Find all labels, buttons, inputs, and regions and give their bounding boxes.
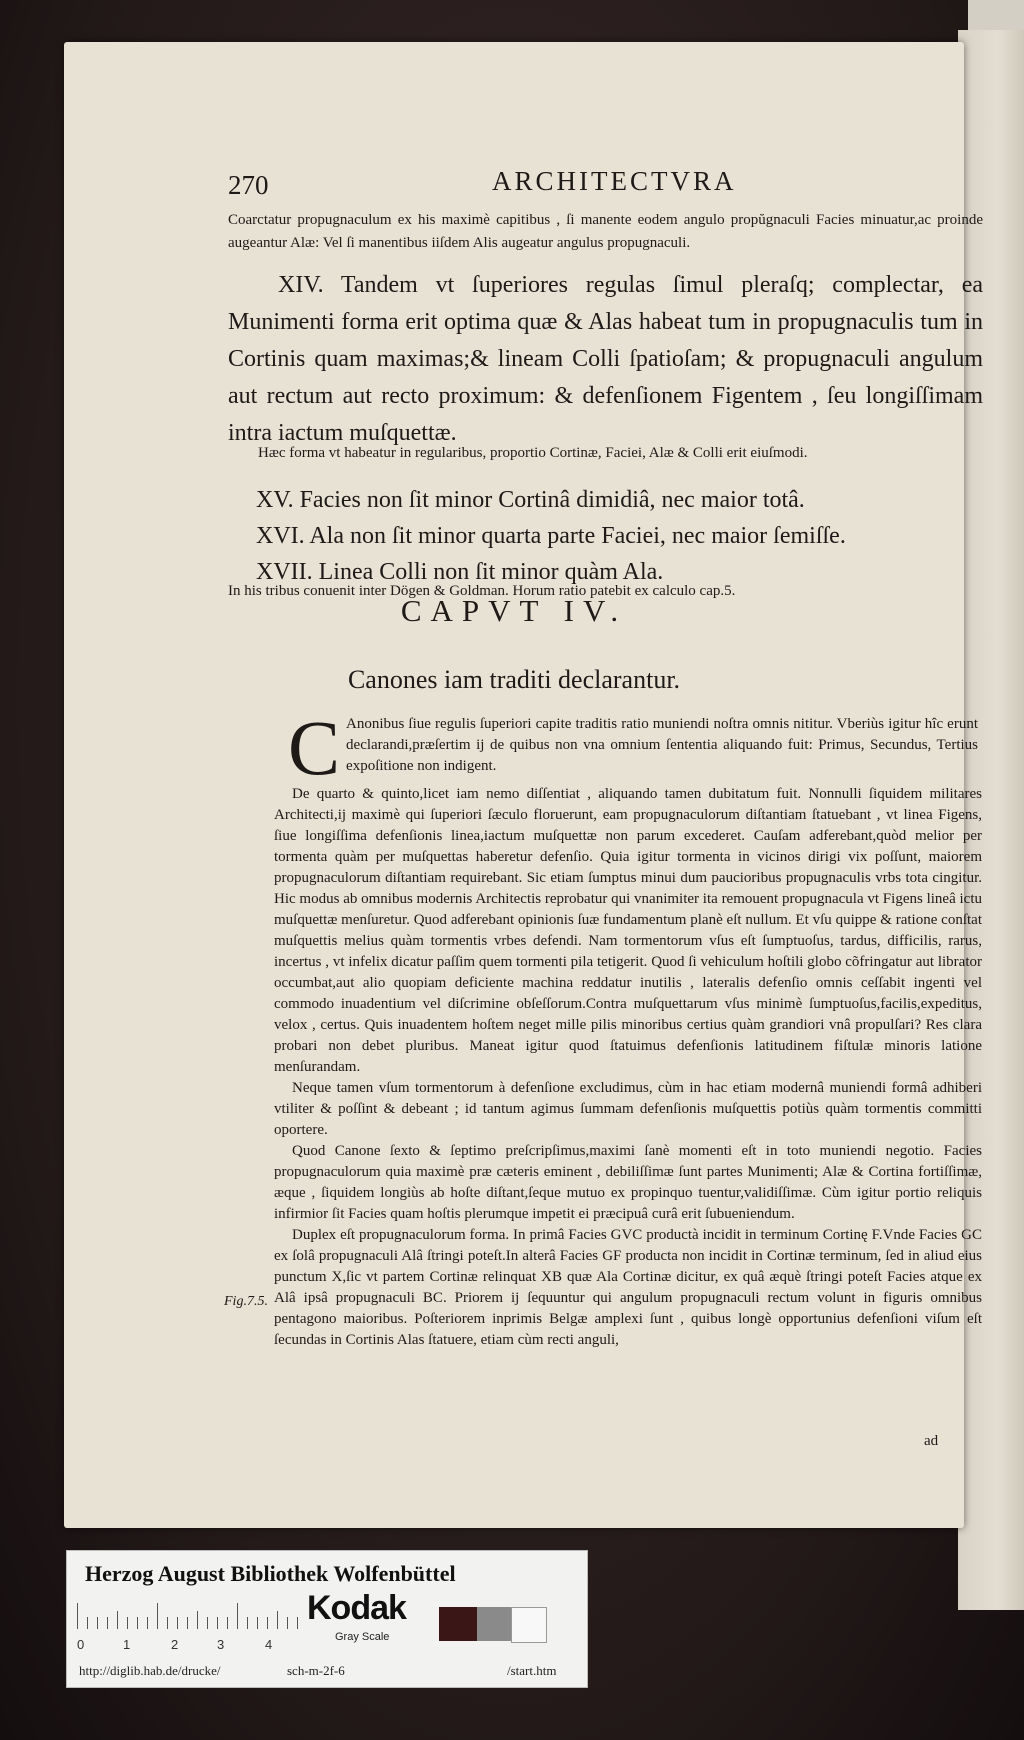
shelfmark: sch-m-2f-6 [287, 1663, 345, 1678]
paragraph-duplex-forma: Duplex eſt propugnaculorum forma. In primâ Facies GVC productà incidit in terminum Cortinę F.Vnde Facies GC ex ſolâ propugnaculi Alâ ſtringi poteſt.In alterâ Facies GF producta non incidit in Cortinæ terminum, ſed in aliud eius punctum X,ſic vt partem Cortinæ relinquat XB quæ Ala Cortinæ dicitur, ex quâ æquè ſtringi poteſt Facies atque ex Alâ ipsâ propugnaculi BC. Priorem ij ſequuntur qui angulum propugnaculi rectum volunt in figuris omnibus pentagono maioribus. Poſteriorem inprimis Belgæ amplexi ſunt , quibus longè opportunius defenſioni viſum eſt ſecundas in Cortinis Alas ſtatuere, etiam cùm recti anguli, [274, 1227, 982, 1348]
paragraph-tormentorum: Neque tamen vſum tormentorum à defenſione excludimus, cùm in hac etiam modernâ muniendi formâ adhiberi vtiliter & poſſint & debeant ; id tantum agimus ſummam defenſionis muſquettis potiùs quàm tormentis committi oportere. [274, 1080, 982, 1138]
source-url: http://diglib.hab.de/drucke/ [79, 1663, 221, 1678]
paragraph-quarto-quinto: De quarto & quinto,licet iam nemo diſſentiat , aliquando tamen dubitatum fuit. Nonnulli ſiquidem militares Architecti,ij maximè qui ſuperiori ſæculo floruerunt, eam propugnaculorum diſtantiam ſtatuebant , vt linea Figens, ſiue longiſſima defenſionis linea,iactum muſquettæ non parum excederet. Cauſam adferebant,quòd melior per tormenta quàm per muſquettas haberetur defenſio. Quia igitur tormenta in vicinos dirigi vix poſſunt, maiorem propugnaculorum diſtantiam requirebant. Sic etiam ſumptus minui dum paucioribus propugnaculis vrbs tota cingitur. Hic modus ab omnibus modernis Architectis reprobatur qui vnanimiter ita remouent propugnacula vt Figens lineâ ictu muſquettæ menſuretur. Quod adferebant opinionis ſuæ fundamentum planè eſt nullum. Et vſu quippe & ratione conſtat muſquettis melius quàm tormentis vrbes defendi. Nam tormentorum vſus eſt ſumptuoſus, tardus, difficilis, rarus, incertus , vt infelix dicatur paſſim quem tormenti pila tetigerit. Quod ſi vehiculum hoſtili globo cõfringatur aut librator occumbat,aut alio quopiam deficiente machina reddatur inutilis , lateralis defenſio omnis ceſſabit ingenti vel commodo inuadentium vel diſcrimine obſeſſorum.Contra muſquettarum vſus minimè ſumptuoſus,facilis,expeditus, velox , certus. Quis inuadentem hoſtem neget mille pilis minoribus certius quàm grandiori vnâ propulſari? Res clara probari non debet pluribus. Maneat igitur quod ſtatuimus defenſionis latitudinem fiſtulæ minoris latione menſurandam. [274, 786, 982, 1075]
color-target-card [66, 1550, 588, 1688]
chapter-subtitle: Canones iam traditi declarantur. [347, 665, 681, 694]
opening-paragraph: Anonibus ſiue regulis ſuperiori capite traditis ratio muniendi noſtra omnis nititur. Vberiùs igitur hîc erunt declarandi,præſertim ij de quibus non vna omnium ſententia aliquando fuit: Primus, Secundus, Tertius expoſitione non indigent. [346, 716, 978, 774]
paragraph-sexto-septimo: Quod Canone ſexto & ſeptimo preſcripſimus,maximi ſanè momenti eſt in toto muniendi negotio. Facies propugnaculorum quia maximè præ cæteris eminent , debiliſſimæ ſunt partes Munimenti; Alæ & Cortina fortiſſimæ, æque , ſiquidem longiùs ab hoſte diſtant,ſeque mutuo ex propinquo tuentur,validiſſimæ. Cùm igitur portio reliquis infirmior ſit Facies quam hoſtis plerumque impetit ei præcipuâ curâ erit ſubueniendum. [274, 1143, 982, 1222]
gray-patch-white [511, 1607, 547, 1643]
rule-xiv: XIV. Tandem vt ſuperiores regulas ſimul pleraſq; complectar, ea Munimenti forma erit optima quæ & Alas habeat tum in propugnaculis tum in Cortinis quam maximas;& lineam Colli ſpatioſam; & propugnaculi angulum aut rectum aut recto proximum: & defenſionem Figentem , ſeu longiſſimam intra iactum muſquettæ. [228, 272, 983, 446]
drop-capital: C [288, 704, 341, 791]
scale-number-2: 2 [171, 1637, 179, 1652]
library-name: Herzog August Bibliothek Wolfenbüttel [85, 1561, 456, 1586]
gray-patch-mid [477, 1607, 511, 1641]
scale-number-4: 4 [265, 1637, 273, 1652]
scale-number-1: 1 [123, 1637, 131, 1652]
kodak-logo: Kodak [307, 1589, 406, 1627]
scale-number-0: 0 [77, 1637, 85, 1652]
start-path: /start.htm [507, 1663, 557, 1678]
rule-xv: XV. Facies non ſit minor Cortinâ dimidiâ, nec maior totâ. [256, 487, 805, 513]
catchword: ad [924, 1433, 939, 1449]
intro-paragraph: Coarctatur propugnaculum ex his maximè capitibus , ſi manente eodem angulo propŭgnaculi Facies minuatur,ac proinde augeantur Alæ: Vel ſi manentibus iiſdem Alis augeatur angulus propugnaculi. [228, 212, 983, 251]
book-page [64, 42, 983, 1528]
page-number: 270 [228, 170, 269, 200]
chapter-heading: CAPVT IV. [400, 593, 628, 628]
ruler-scale [77, 1603, 327, 1629]
opening-paragraph-block [288, 704, 978, 791]
figure-margin-note: Fig.7.5. [224, 1294, 268, 1309]
agreement-note: In his tribus conuenit inter Dögen & Goldman. Horum ratio patebit ex calculo cap.5. [228, 583, 736, 599]
scale-number-3: 3 [217, 1637, 225, 1652]
page-content [64, 42, 983, 1528]
gray-patch-dark [439, 1607, 477, 1641]
running-title: ARCHITECTVRA [492, 166, 737, 196]
gray-scale-label: Gray Scale [335, 1631, 390, 1643]
proportion-note: Hæc forma vt habeatur in regularibus, proportio Cortinæ, Faciei, Alæ & Colli erit eiuſmodi. [258, 445, 808, 461]
rule-xvii: XVII. Linea Colli non ſit minor quàm Ala. [256, 559, 664, 585]
body-text [274, 784, 982, 1351]
rule-xvi: XVI. Ala non ſit minor quarta parte Faciei, nec maior ſemiſſe. [256, 523, 846, 549]
